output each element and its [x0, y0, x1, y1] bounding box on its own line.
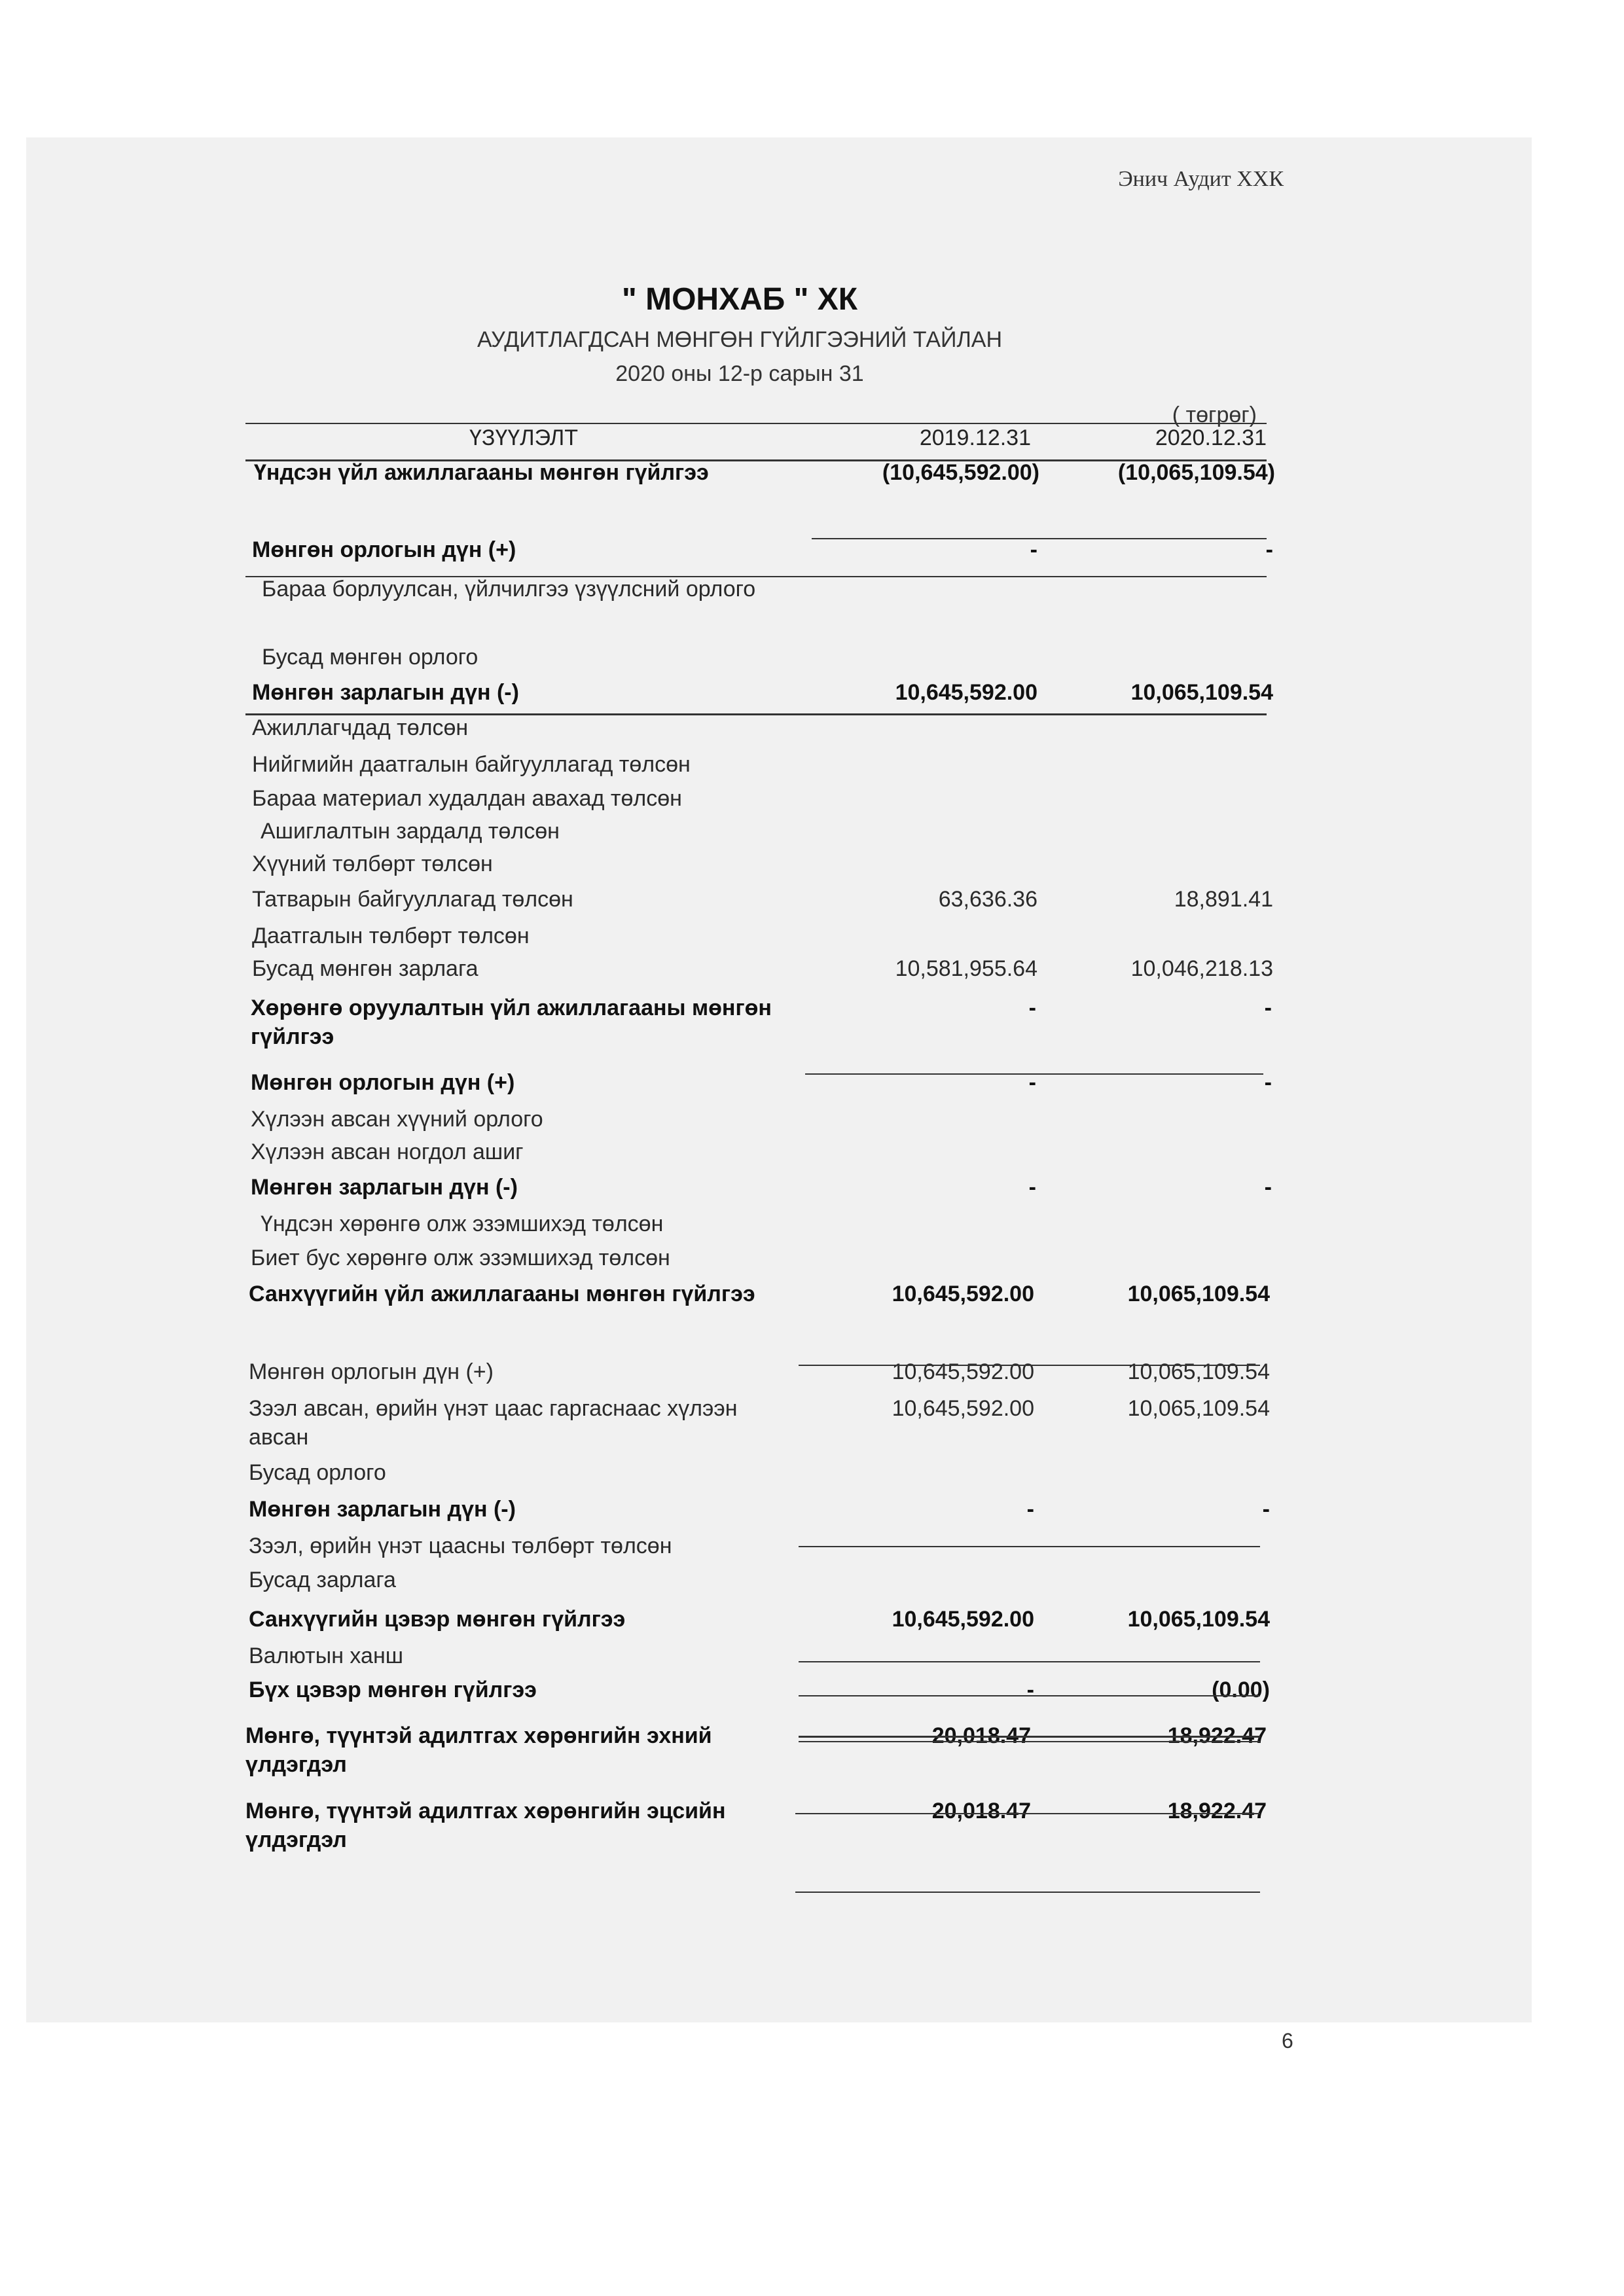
- column-header-description: ҮЗҮҮЛЭЛТ: [469, 425, 578, 450]
- rule: [799, 1546, 1260, 1547]
- table-header: [245, 425, 1267, 457]
- table-row: [249, 1280, 1270, 1340]
- row-description: Зээл, өрийн үнэт цаасны төлбөрт төлсөн: [249, 1534, 672, 1558]
- row-description: Татварын байгууллагад төлсөн: [252, 887, 573, 912]
- value-2019: 10,645,592.00: [895, 680, 1038, 705]
- value-2020: -: [1264, 996, 1272, 1020]
- row-description: Ажиллагчдад төлсөн: [252, 715, 469, 740]
- row-description: Мөнгөн зарлагын дүн (-): [251, 1175, 518, 1200]
- column-header-2019: 2019.12.31: [919, 425, 1031, 450]
- value-2019: 10,645,592.00: [892, 1607, 1034, 1632]
- row-description: Бусад зарлага: [249, 1568, 396, 1592]
- row-description: Биет бус хөрөнгө олж эзэмшихэд төлсөн: [251, 1246, 670, 1270]
- row-description: Мөнгөн орлогын дүн (+): [251, 1070, 515, 1095]
- row-description: Хөрөнгө оруулалтын үйл ажиллагааны мөнгөн гүйлгээ: [251, 996, 772, 1049]
- rule: [799, 1365, 1260, 1366]
- table-row: [254, 458, 1275, 518]
- value-2020: (0.00): [1212, 1677, 1270, 1702]
- value-2019: (10,645,592.00): [882, 460, 1039, 485]
- value-2020: -: [1264, 1175, 1272, 1200]
- value-2020: (10,065,109.54): [1117, 460, 1275, 485]
- currency-unit: ( төгрөг): [1172, 403, 1257, 427]
- row-description: Валютын ханш: [249, 1643, 403, 1668]
- row-description: Нийгмийн даатгалын байгууллагад төлсөн: [252, 752, 691, 777]
- row-description: Мөнгө, түүнтэй адилтгах хөрөнгийн эхний үлдэгдэл: [245, 1723, 712, 1777]
- value-2019: 10,645,592.00: [892, 1396, 1034, 1421]
- value-2019: -: [1028, 1070, 1036, 1095]
- rule: [245, 576, 1267, 577]
- value-2020: 10,065,109.54: [1130, 680, 1273, 705]
- column-header-2020: 2020.12.31: [1155, 425, 1267, 450]
- row-description: Бараа материал худалдан авахад төлсөн: [252, 786, 682, 811]
- rule: [799, 1695, 1260, 1696]
- rule: [799, 1736, 1260, 1738]
- table-row: [245, 1721, 1267, 1782]
- row-description: Бусад орлого: [249, 1460, 386, 1485]
- table-row: [249, 1394, 1270, 1454]
- value-2019: -: [1026, 1677, 1034, 1702]
- row-description: Мөнгөн орлогын дүн (+): [249, 1359, 494, 1384]
- row-description: Мөнгөн зарлагын дүн (-): [252, 680, 519, 705]
- value-2020: -: [1262, 1497, 1270, 1522]
- value-2019: -: [1030, 537, 1038, 562]
- value-2020: 18,922.47: [1167, 1799, 1267, 1823]
- row-description: Үндсэн хөрөнгө олж эзэмшихэд төлсөн: [261, 1211, 664, 1236]
- row-description: Хүлээн авсан хүүний орлого: [251, 1107, 543, 1132]
- table-row: [245, 1797, 1267, 1857]
- row-description: Санхүүгийн цэвэр мөнгөн гүйлгээ: [249, 1607, 626, 1632]
- row-description: Бусад мөнгөн орлого: [262, 645, 478, 670]
- row-description: Бүх цэвэр мөнгөн гүйлгээ: [249, 1677, 537, 1702]
- value-2019: 20,018.47: [931, 1799, 1031, 1823]
- rule: [245, 713, 1267, 715]
- value-2019: 10,581,955.64: [895, 956, 1038, 981]
- value-2020: -: [1265, 537, 1273, 562]
- rule: [805, 1073, 1263, 1075]
- value-2019: -: [1026, 1497, 1034, 1522]
- company-title: " МОНХАБ " ХК: [622, 282, 857, 317]
- value-2020: 18,891.41: [1174, 887, 1273, 912]
- row-description: Даатгалын төлбөрт төлсөн: [252, 924, 530, 948]
- value-2020: -: [1264, 1070, 1272, 1095]
- rule: [799, 1741, 1260, 1742]
- value-2020: 10,065,109.54: [1127, 1282, 1270, 1306]
- value-2019: 10,645,592.00: [892, 1282, 1034, 1306]
- value-2019: -: [1028, 1175, 1036, 1200]
- row-description: Санхүүгийн үйл ажиллагааны мөнгөн гүйлгээ: [249, 1282, 755, 1306]
- rule: [795, 1892, 1260, 1893]
- value-2019: 63,636.36: [938, 887, 1038, 912]
- row-description: Мөнгө, түүнтэй адилтгах хөрөнгийн эцсийн үлдэгдэл: [245, 1799, 726, 1852]
- table-row: [251, 994, 1272, 1054]
- row-description: Бусад мөнгөн зарлага: [252, 956, 478, 981]
- rule: [812, 538, 1267, 539]
- value-2019: 20,018.47: [931, 1723, 1031, 1748]
- rule: [799, 1661, 1260, 1662]
- value-2019: 10,645,592.00: [892, 1359, 1034, 1384]
- value-2020: 10,046,218.13: [1130, 956, 1273, 981]
- row-description: Бараа борлуулсан, үйлчилгээ үзүүлсний орлого: [262, 577, 756, 601]
- value-2020: 10,065,109.54: [1127, 1359, 1270, 1384]
- value-2020: 10,065,109.54: [1127, 1607, 1270, 1632]
- row-description: Үндсэн үйл ажиллагааны мөнгөн гүйлгээ: [254, 460, 709, 485]
- auditor-name: Энич Аудит ХХК: [1118, 167, 1284, 191]
- row-description: Зээл авсан, өрийн үнэт цаас гаргаснаас хүлээн авсан: [249, 1396, 738, 1450]
- table-row: [262, 575, 1283, 635]
- value-2020: 18,922.47: [1167, 1723, 1267, 1748]
- report-subtitle: АУДИТЛАГДСАН МӨНГӨН ГҮЙЛГЭЭНИЙ ТАЙЛАН: [477, 327, 1003, 352]
- row-description: Мөнгөн орлогын дүн (+): [252, 537, 516, 562]
- page-number: 6: [1282, 2029, 1293, 2053]
- row-description: Хүлээн авсан ногдол ашиг: [251, 1139, 524, 1164]
- value-2020: 10,065,109.54: [1127, 1396, 1270, 1421]
- row-description: Хүүний төлбөрт төлсөн: [252, 852, 493, 876]
- value-2019: -: [1028, 996, 1036, 1020]
- rule: [795, 1813, 1260, 1814]
- report-date: 2020 оны 12-р сарын 31: [615, 361, 864, 386]
- row-description: Мөнгөн зарлагын дүн (-): [249, 1497, 516, 1522]
- row-description: Ашиглалтын зардалд төлсөн: [261, 819, 560, 844]
- header-top-rule: [245, 423, 1267, 424]
